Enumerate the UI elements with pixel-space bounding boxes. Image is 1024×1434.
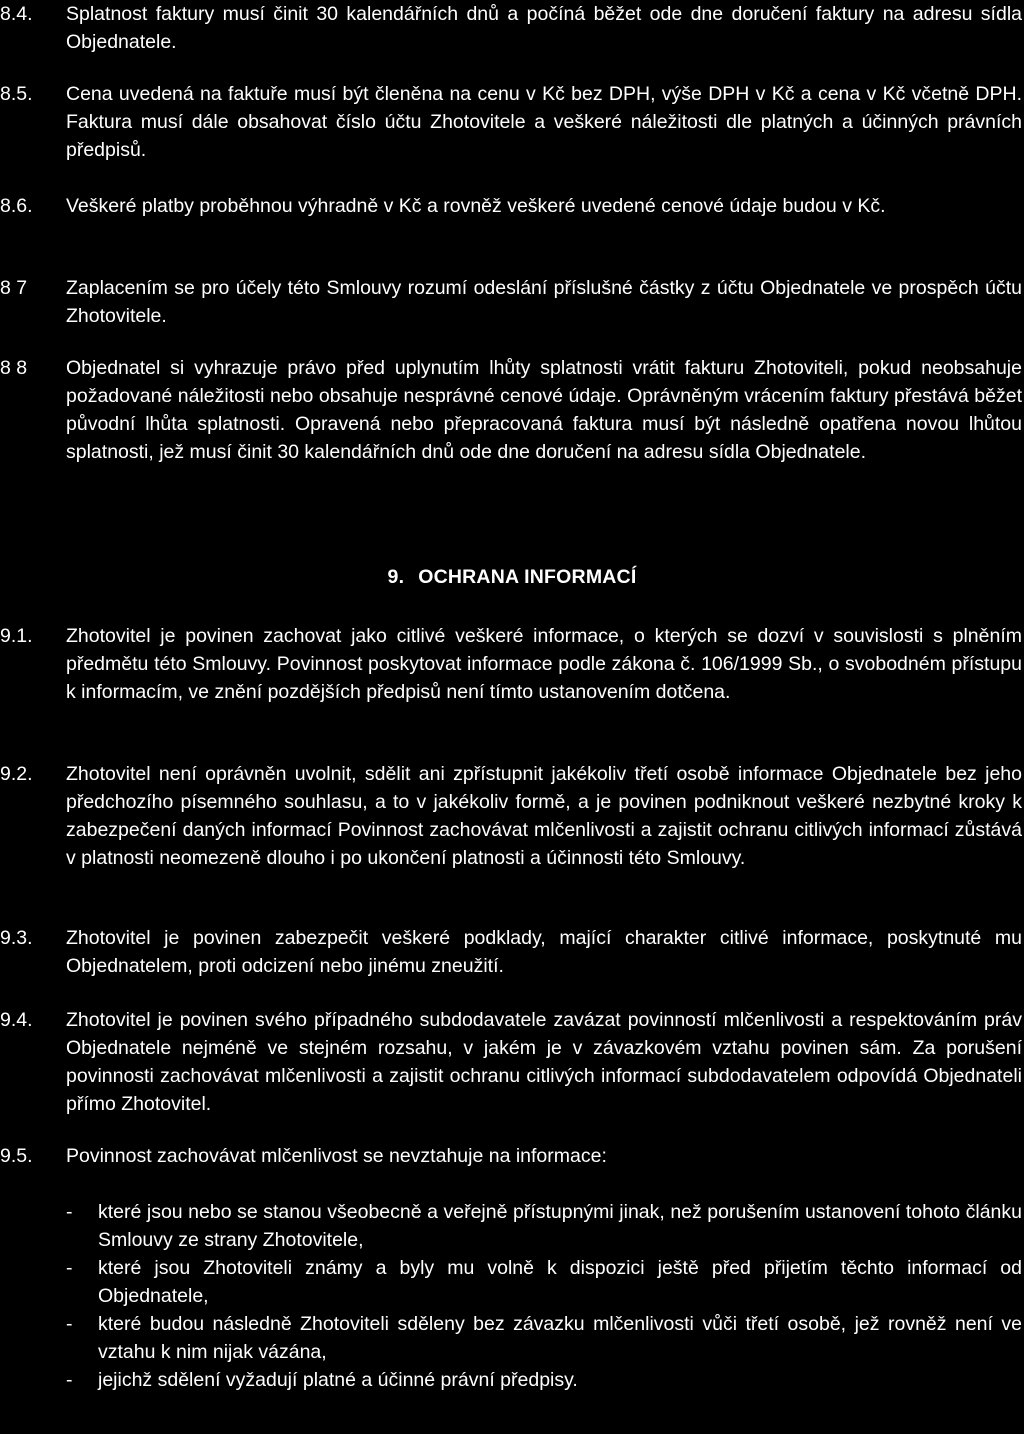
clause-8-6-text: Veškeré platby proběhnou výhradně v Kč a rovněž veškeré uvedené cenové údaje budou v Kč. <box>66 195 886 217</box>
clause-number-9-5: 9.5. <box>0 1145 33 1167</box>
list-item-text: jejichž sdělení vyžadují platné a účinné právní předpisy. <box>98 1369 578 1391</box>
clause-8-8-text: Objednatel si vyhrazuje právo před uplynutím lhůty splatnosti vrátit fakturu Zhotoviteli, pokud neobsahuje požadované náležitosti nebo obsahuje nesprávné cenové údaje. Oprávněným vrácením faktury přestává běžet původní lhůta splatnosti. Opravená nebo přepracovaná faktura musí být následně opatřena novou lhůtou splatnosti, jež musí činit 30 kalendářních dnů ode dne doručení na adresu sídla Objednatele. <box>66 357 1022 463</box>
clause-number-9-1: 9.1. <box>0 625 33 647</box>
exceptions-list <box>66 1198 1022 1394</box>
clause-8-4-text: Splatnost faktury musí činit 30 kalendářních dnů a počíná běžet ode dne doručení faktury na adresu sídla Objednatele. <box>66 3 1022 53</box>
clause-9-2-text: Zhotovitel není oprávněn uvolnit, sdělit ani zpřístupnit jakékoliv třetí osobě informace Objednatele bez jeho předchozího písemného souhlasu, a to v jakékoliv formě, a je povinen podniknout veškeré nezbytné kroky k zabezpečení daných informací Povinnost zachovávat mlčenlivosti a zajistit ochranu citlivých informací zůstává v platnosti neomezeně dlouho i po ukončení platnosti a účinnosti této Smlouvy. <box>66 763 1022 869</box>
list-item-text: které jsou nebo se stanou všeobecně a veřejně přístupnými jinak, než porušením ustanovení tohoto článku Smlouvy ze strany Zhotovitele, <box>98 1201 1022 1251</box>
list-item <box>66 1198 1022 1254</box>
section-heading-9 <box>0 563 1024 591</box>
clause-9-4-text: Zhotovitel je povinen svého případného subdodavatele zavázat povinností mlčenlivosti a respektováním práv Objednatele nejméně ve stejném rozsahu, v jakém je v závazkovém vztahu povinen sám. Za porušení povinnosti zachovávat mlčenlivosti a zajistit ochranu citlivých informací subdodavatelem odpovídá Objednateli přímo Zhotovitel. <box>66 1009 1022 1115</box>
bullet-dash: - <box>66 1369 73 1391</box>
section-title-9: OCHRANA INFORMACÍ <box>418 566 637 588</box>
clause-8-7-text: Zaplacením se pro účely této Smlouvy rozumí odeslání příslušné částky z účtu Objednatele ve prospěch účtu Zhotovitele. <box>66 277 1022 327</box>
clause-number-8-4: 8.4. <box>0 3 33 25</box>
clause-number-8-7: 8 7 <box>0 277 28 299</box>
list-item <box>66 1310 1022 1366</box>
clause-number-9-4: 9.4. <box>0 1009 33 1031</box>
clause-number-9-2: 9.2. <box>0 763 33 785</box>
list-item-text: které jsou Zhotoviteli známy a byly mu volně k dispozici ještě před přijetím těchto informací od Objednatele, <box>98 1257 1022 1307</box>
list-item <box>66 1254 1022 1310</box>
bullet-dash: - <box>66 1313 73 1335</box>
clause-9-5-text: Povinnost zachovávat mlčenlivost se nevztahuje na informace: <box>66 1145 607 1167</box>
clause-number-8-5: 8.5. <box>0 83 33 105</box>
clause-number-8-6: 8.6. <box>0 195 33 217</box>
bullet-dash: - <box>66 1201 73 1223</box>
list-item <box>66 1366 1022 1394</box>
list-item-text: které budou následně Zhotoviteli sděleny bez závazku mlčenlivosti vůči třetí osobě, jež rovněž není ve vztahu k nim nijak vázána, <box>98 1313 1022 1363</box>
bullet-dash: - <box>66 1257 73 1279</box>
clause-9-3-text: Zhotovitel je povinen zabezpečit veškeré podklady, mající charakter citlivé informace, poskytnuté mu Objednatelem, proti odcizení nebo jinému zneužití. <box>66 927 1022 977</box>
clause-9-1-text: Zhotovitel je povinen zachovat jako citlivé veškeré informace, o kterých se dozví v souvislosti s plněním předmětu této Smlouvy. Povinnost poskytovat informace podle zákona č. 106/1999 Sb., o svobodném přístupu k informacím, ve znění pozdějších předpisů není tímto ustanovením dotčena. <box>66 625 1022 703</box>
clause-number-9-3: 9.3. <box>0 927 33 949</box>
clause-number-8-8: 8 8 <box>0 357 28 379</box>
section-number-9: 9. <box>387 566 405 588</box>
clause-8-5-text: Cena uvedená na faktuře musí být členěna na cenu v Kč bez DPH, výše DPH v Kč a cena v Kč včetně DPH. Faktura musí dále obsahovat číslo účtu Zhotovitele a veškeré náležitosti dle platných a účinných právních předpisů. <box>66 83 1022 161</box>
